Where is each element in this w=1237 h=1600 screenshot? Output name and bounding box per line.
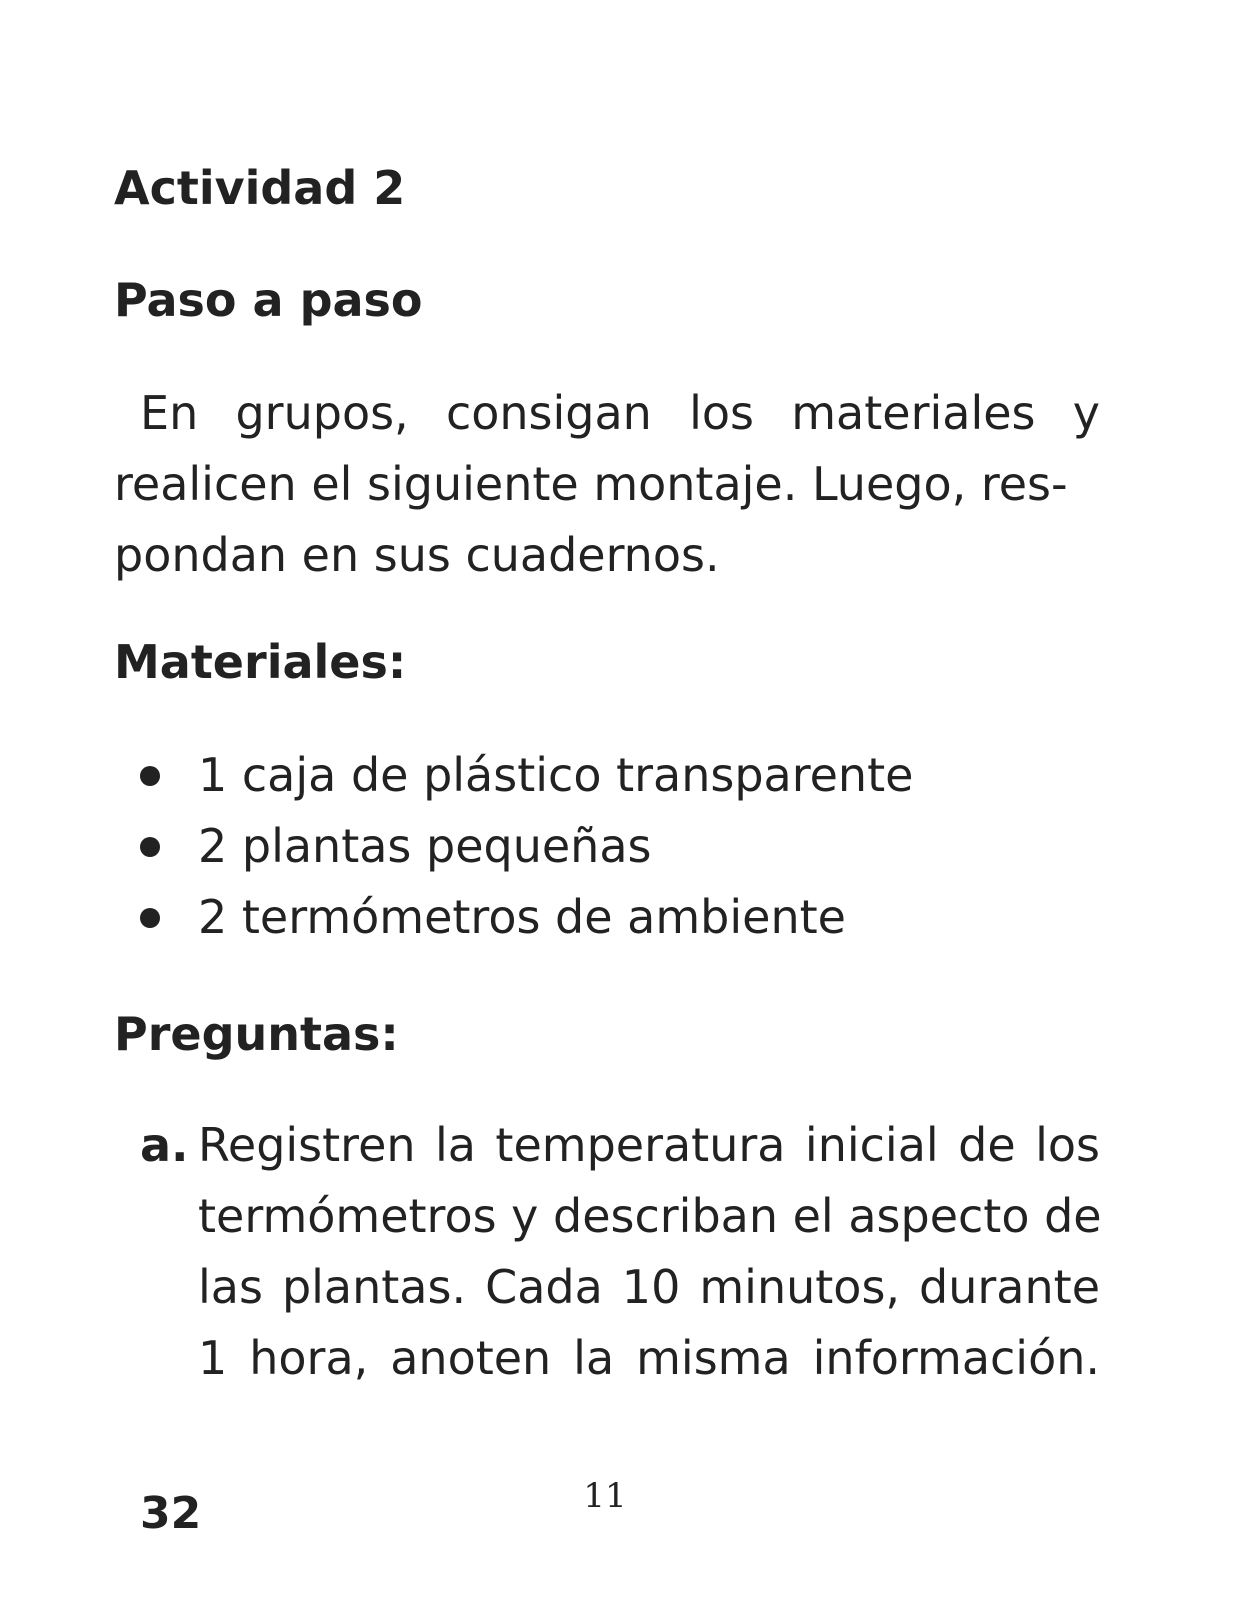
bullet-icon [140, 766, 160, 786]
materials-heading: Materiales: [114, 635, 407, 689]
list-item [140, 740, 913, 811]
question-line: Registren la temperatura inicial de los [198, 1118, 1100, 1172]
material-text: 2 plantas pequeñas [198, 819, 652, 873]
intro-line: pondan en sus cuadernos. [114, 528, 720, 582]
section-title: Paso a paso [114, 273, 423, 327]
intro-line: En grupos, consigan los materiales y [140, 386, 1100, 440]
question-letter: a. [140, 1118, 189, 1172]
materials-list [140, 740, 913, 953]
activity-title: Actividad 2 [114, 161, 406, 215]
list-item [140, 811, 913, 882]
material-text: 1 caja de plástico transparente [198, 748, 914, 802]
bullet-icon [140, 908, 160, 928]
question-line: 1 hora, anoten la misma información. [198, 1331, 1100, 1385]
question-item [140, 1110, 1100, 1394]
question-line: termómetros y describan el aspecto de [198, 1189, 1102, 1243]
list-item [140, 882, 913, 953]
bullet-icon [140, 837, 160, 857]
question-line: las plantas. Cada 10 minutos, durante [198, 1260, 1100, 1314]
question-text [198, 1110, 1100, 1394]
intro-paragraph [114, 378, 1100, 591]
material-text: 2 termómetros de ambiente [198, 890, 846, 944]
questions-heading: Preguntas: [114, 1007, 399, 1061]
intro-line: realicen el siguiente montaje. Luego, res- [114, 457, 1068, 511]
sheet-page-number: 11 [583, 1476, 627, 1516]
book-page-number: 32 [140, 1488, 202, 1539]
